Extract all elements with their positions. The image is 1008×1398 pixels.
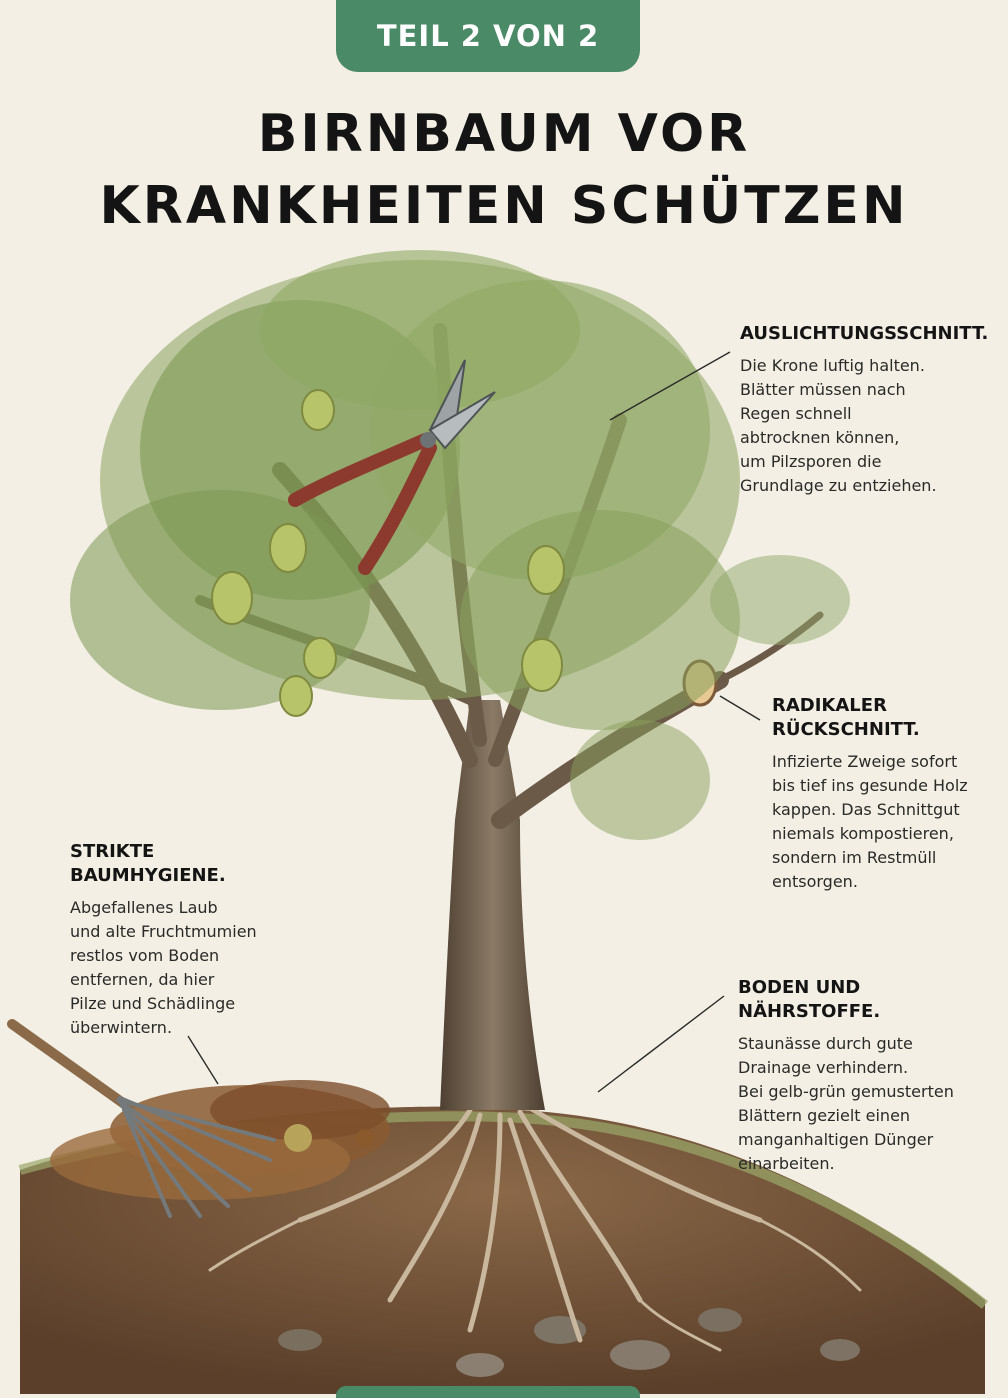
note-auslichtungsschnitt xyxy=(740,322,1002,498)
part-banner-label: TEIL 2 VON 2 xyxy=(376,19,600,53)
part-banner xyxy=(336,0,640,72)
note-heading: RADIKALER RÜCKSCHNITT. xyxy=(772,695,920,740)
note-body: Staunässe durch gute Drainage verhindern. Bei gelb-grün gemusterten Blättern gezielt einen manganhaltigen Dünger einarbeiten. xyxy=(738,1034,954,1173)
bottom-tab xyxy=(336,1386,640,1398)
page-title-line-2: KRANKHEITEN SCHÜTZEN xyxy=(99,176,909,236)
note-strikte-baumhygiene xyxy=(70,840,290,1040)
note-heading: AUSLICHTUNGSSCHNITT. xyxy=(740,323,989,344)
note-body: Die Krone luftig halten. Blätter müssen nach Regen schnell abtrocknen können, um Pilzsporen die Grundlage zu entziehen. xyxy=(740,356,937,495)
note-boden-und-naehrstoffe xyxy=(738,976,1004,1176)
note-body: Infizierte Zweige sofort bis tief ins gesunde Holz kappen. Das Schnittgut niemals kompostieren, sondern im Restmüll entsorgen. xyxy=(772,752,968,891)
note-heading: STRIKTE BAUMHYGIENE. xyxy=(70,841,226,886)
note-heading: BODEN UND NÄHRSTOFFE. xyxy=(738,977,881,1022)
note-body: Abgefallenes Laub und alte Fruchtmumien restlos vom Boden entfernen, da hier Pilze und Schädlinge überwintern. xyxy=(70,898,257,1037)
note-radikaler-rueckschnitt xyxy=(772,694,1004,894)
page-title-line-1: BIRNBAUM VOR xyxy=(257,104,751,164)
